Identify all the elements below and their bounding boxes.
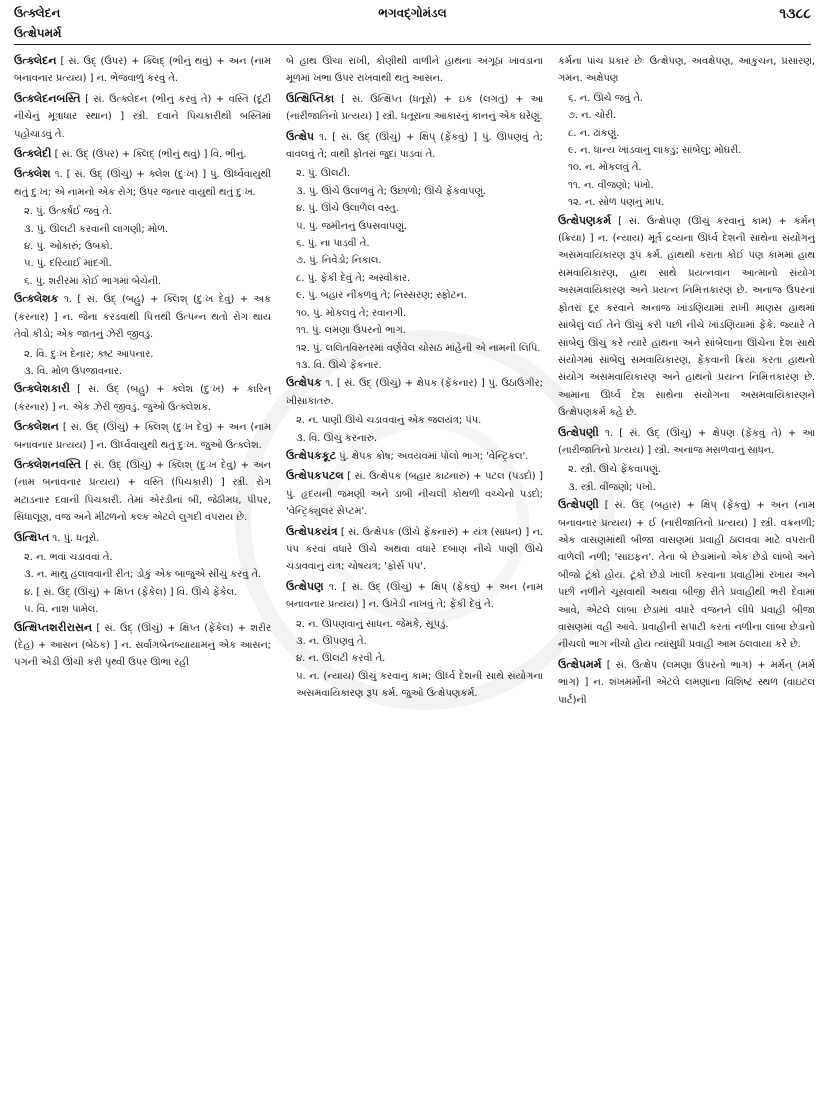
entry-headword: ઉત્ક્લેશ <box>14 167 51 181</box>
entry-definition: [ સં. ઉદ્ (ઉપર) + ક્લિદ્ (ભીનું થવું) + અન (નામ બનાવનાર પ્રત્યય) ] ન. ભેજવાળું કરવું તે. <box>14 56 271 85</box>
entry-definition: [ સં. ઉદ્ (બહુ) + ક્લેશ (દુઃખ) + કારિન્ (કરનાર) ] ન. એક ઝેરી જીવડું. જુઓ ઉત્ક્લેશક. <box>14 384 271 413</box>
entry-headword: ઉત્ક્ષેપકકૂટ <box>286 448 336 462</box>
header-rule <box>14 44 811 45</box>
entry-sense: ૨. ન. પાણી ઊંચે ચડાવવાનું એક જલયંત્ર; પંપ. <box>296 415 482 427</box>
entry-sense: ૩. પું. ઊલટી કરવાની લાગણી; મોળ. <box>24 223 169 235</box>
entry-headword: ઉત્ક્ષિપ્તશરીરાસન <box>14 620 93 634</box>
dictionary-entry <box>14 529 271 547</box>
entry-definition: પું. ક્ષેપક કોષ; અવયવમાં પોલો ભાગ; 'વેન્ટ્રિકલ'. <box>339 450 529 462</box>
entry-sense: ૪. ન. ઊલટી કરવી તે. <box>296 653 386 665</box>
entry-sense: ૧૦. ન. મોકલવું તે. <box>568 162 642 174</box>
dictionary-entry <box>558 656 815 709</box>
entry-sense: ૧૨. પું. લલિતવિસ્તરમાં વર્ણવેલ ચોસઠ માંહેની એ નામની લિપિ. <box>296 342 541 354</box>
column-1 <box>14 52 271 1085</box>
dictionary-entry <box>14 456 271 527</box>
entry-definition: ૧. [ સં. ઉદ્ (બહુ) + ક્લિશ્ (દુઃખ દેવું) + અક (કરનાર) ] ન. જેના કરડવાથી પિત્તથી ઉત્પન્ન થતો રોગ થાય તેવો કીડો; એક જાતનું ઝેરી જીવડું. <box>14 294 271 341</box>
entry-definition: [ સં. ઉત્ક્ષેપણ (ઊંચું કરવાનું કામ) + કર્મન્ (ક્રિયા) ] ન. (ન્યાય) મૂર્ત દ્રવ્યના ઊર્ધ્વ દેશની સાથેના સંયોગનું અસમવાયિકારણ રૂપ કર્મ. હાથથી કરાતા કોઈ પણ કામમાં હાથ સમવાયિકારણ, હાથ સાથે પ્રયત્નવાન આત્માનો સંયોગ અસમવાયિકારણ અને પ્રયત્ન નિમિત્તકારણ છે. અનાજ ઉપરનાં ફોતરાં દૂર કરવાને અનાજ ખાંડણિયામાં રાખી માણસ હાથમાં સાંબેલું લઈ તેને ઊંચું કરી પછી નીચે ખાંડણિયામાં ફેંકે. જ્યારે તે સાંબેલું ઊંચું કરે ત્યારે હાથના અને સાંબેલાના ઊંચેના દેશ સાથે સંયોગમાં સાંબેલું સમવાયિકારણ, ફેંકવાની ક્રિયા કરતા હાથનો સંયોગ અસમવાયિકારણ અને હાથનો પ્રયત્ન નિમિત્તકારણ છે. આમાંના ઊર્ધ્વ દેશ સાથેના સંયોગના અસમવાયિકારણને ઉત્ક્ષેપણકર્મ કહે છે. <box>558 215 815 419</box>
entry-sense: ૩. ન. ઊપણવું તે. <box>296 636 367 647</box>
entry-headword: ઉત્ક્લેદી <box>14 147 52 161</box>
dictionary-entry <box>286 90 543 126</box>
entry-sense: ૫. ન. (ન્યાય) ઊંચું કરવાનું કામ; ઊર્ધ્વ દેશની સાથે સંયોગના અસમવાયિકારણ રૂપ કર્મ. જુઓ ઉત્ક્ષેપણકર્મ. <box>296 670 543 700</box>
entry-definition: બે હાથ ઊંચા રાખી, કોણીથી વાળીને હાથના અંગૂઠા ખાવડાના મૂળમાં ખભા ઉપર રાખવાથી થતું આસન. <box>286 56 543 85</box>
column-3 <box>558 52 815 1085</box>
dictionary-entry <box>14 290 271 343</box>
entry-definition: [ સં. ઉત્ક્ષેપક (ઊંચે ફેંકનારું) + યંત્ર (સાધન) ] ન. પંપ કરવાં વધારે ઊંચે અથવા વધારે દબાણ નીચે પાણી ઊંચે ચડાવવાનું યંત્ર; ચોષયંત્ર; 'ફોર્સ પંપ'. <box>286 526 543 573</box>
entry-definition: [ સં. ઉદ્ (ઉપર) + ક્લિદ્ (ભીનું થવું) ] વિ. ભીનું. <box>54 149 247 161</box>
entry-definition: ૧. પું. ધતૂરો. <box>52 532 100 544</box>
entry-sense: ૮. ન. ઢાંકણું. <box>568 127 620 139</box>
entry-headword: ઉત્ક્ષેપકપટલ <box>286 469 344 483</box>
entry-sense: ૮. પું. ફેંકી દેવું તે; અસ્વીકાર. <box>296 272 411 284</box>
entry-headword: ઉત્ક્લેદન <box>14 54 57 67</box>
entry-sense: ૨. પું. ઉત્કર્ષઈ જવું તે. <box>24 206 112 218</box>
entry-sense: ૪. પું. ઓકારું; ઉબકો. <box>24 241 113 253</box>
dictionary-entry <box>14 90 271 143</box>
dictionary-entry <box>286 467 543 520</box>
dictionary-entry <box>14 619 271 672</box>
entry-sense: ૯. પું. બહાર નીકળવું તે; નિસ્સરણ; સ્ફોટન. <box>296 290 467 302</box>
dictionary-entry <box>286 52 543 88</box>
entry-sense: ૪. [ સં. ઉદ્ (ઊંચું) + ક્ષિપ્ત (ફેંકેલ) ] વિ. ઊંચે ફેંકેલ. <box>24 586 238 598</box>
dictionary-entry <box>14 380 271 416</box>
dictionary-entry <box>286 128 543 164</box>
entry-sense: ૭. ન. ચોરી. <box>568 110 617 122</box>
dictionary-entry <box>558 496 815 654</box>
entry-sense: ૧૧. પું. લમણા ઉપરનો ભાગ. <box>296 325 406 337</box>
entry-sense: ૬. ન. ઊંચે જવું તે. <box>568 92 644 104</box>
entry-definition: [ સં. ઉત્ક્ષેપ (લમણા ઉપરનો ભાગ) + મર્મન્ (મર્મ ભાગ) ] ન. શંખમર્મોની એટલે લમણાના વિશિષ્ટ સ્થળ (વાઇટલ પાર્ટ)ની <box>558 659 815 706</box>
entry-definition: ૧. [ સં. ઉદ્ (ઊંચું) + ક્ષિપ્ (ફેંકવું) ] પું. ઊપણવું તે; વાવલવું તે; વાથી ફોતરાં જુદાં પાડવાં તે. <box>286 131 543 161</box>
entry-definition: ૧. [ સં. ઉદ્ (ઊંચું) + ક્લેશ (દુઃખ) ] પું. ઊર્ધ્વવાયુથી થતું દુઃખ; એ નામનો એક રોગ; ઉપર જનાર વાયુથી થતું દુઃખ. <box>14 169 271 198</box>
dictionary-columns <box>14 52 815 1085</box>
entry-headword: ઉત્ક્ષેપણ <box>286 579 324 593</box>
entry-definition: કર્મના પાંચ પ્રકાર છેઃ ઉત્ક્ષેપણ, અવક્ષેપણ, આકુંચન, પ્રસારણ, ગમન. અક્ષેપણ <box>558 56 815 85</box>
entry-headword: ઉત્ક્ષેપણી <box>558 425 599 439</box>
column-2 <box>286 52 543 1085</box>
entry-headword: ઉત્ક્ષેપક <box>286 376 322 390</box>
dictionary-entry <box>558 212 815 422</box>
entry-sense: ૫. વિ. નાશ પામેલ. <box>24 604 99 616</box>
entry-sense: ૨. પું. ઊલટી. <box>296 168 351 180</box>
entry-sense: ૨. ન. ઊપણવાનું સાધન. જેમકે, સૂપડું. <box>296 618 449 630</box>
entry-definition: [ સં. ઉદ્ (બહાર) + ક્ષિપ્ (ફેંકવું) + અન (નામ બનાવનાર પ્રત્યય) + ઈ (નારીજાતિનો પ્રત્યય) ] સ્ત્રી. વક્રનળી; એક વાસણમાંથી બીજા વાસણમાં પ્રવાહી ઠાલવવા માટે વપરાતી વાળેલી નળી; 'સાઇફન'. તેના બે છેડામાંનો એક છેડો લાંબો અને બીજો ટૂંકો હોય. ટૂંકો છેડો ખાલી કરવાના પ્રવાહીમાં રખાય અને પછી નળીને ચૂસવાથી અથવા બીજી રીતે પ્રવાહીથી ભરી દેવામાં આવે, એટલે લાંબા છેડામાં વધારે વજનને લીધે પ્રવાહી બીજા વાસણમાં વહી આવે. પ્રવાહીની સપાટી કરતાં નળીના લાંબા છેડાનો નીચલો ભાગ નીચો હોય ત્યાંસુધી પ્રવાહી આમ ઠલવાયા કરે છે. <box>558 500 815 651</box>
page-number: ૧૩૮૮ <box>779 6 811 22</box>
entry-definition: [ સં. ઉદ્ (ઊંચું) + ક્લિશ્ (દુઃખ દેવું) + અન (નામ બનાવનાર પ્રત્યય) ] ન. ઊર્ધ્વવાયુથી થતું દુઃખ. જુઓ ઉત્ક્લેશ. <box>14 422 271 451</box>
entry-definition: ૧. [ સં. ઉદ્ (ઊંચું) + ક્ષેપક (ફેંકનાર) ] પું. ઉઠાઉગીર; ખીસાકાતરુ. <box>286 378 543 407</box>
entry-sense: ૨. સ્ત્રી. ઊંચે ફેંકવાપણું. <box>568 464 661 476</box>
entry-sense: ૨. ન. ભવાં ચડાવવાં તે. <box>24 551 113 563</box>
entry-sense: ૩. સ્ત્રી. વીંજણો; પંખો. <box>568 481 656 493</box>
entry-headword: ઉત્ક્લેશન <box>14 420 59 434</box>
entry-definition: [ સં. ઉત્ક્ષિપ્ત (ધતૂરો) + ઇક (લગતું) + આ (નારીજાતિનો પ્રત્યય) ] સ્ત્રી. ધતૂરાના આકારનું કાનનું એક ઘરેણું. <box>286 93 543 123</box>
dictionary-entry <box>286 523 543 576</box>
entry-sense: ૧૦. પું. મોકલવું તે; રવાનગી. <box>296 307 407 319</box>
entry-headword: ઉત્ક્ષેપકયંત્ર <box>286 524 338 538</box>
entry-sense: ૧૩. વિ. ઊંચે ફેંકનાર. <box>296 359 382 371</box>
entry-sense: ૬. પું. ના પાડવી તે. <box>296 238 370 250</box>
entry-headword: ઉત્ક્ષેપ <box>286 129 315 143</box>
entry-headword: ઉત્ક્ષેપણકર્મ <box>558 213 612 227</box>
entry-sense: ૪. પું. ઊંચે ઉલાળેલ વસ્તુ. <box>296 203 399 215</box>
dictionary-entry <box>286 578 543 614</box>
entry-headword: ઉત્ક્ષિપ્તિકા <box>286 91 335 105</box>
entry-headword: ઉત્ક્લેશક <box>14 292 59 306</box>
entry-sense: ૧૨. ન. સોળ પણનું માપ. <box>568 197 665 209</box>
dictionary-entry <box>286 374 543 410</box>
entry-sense: ૬. પું. શરીરમાં કોઈ ભાગમાં બેચેની. <box>24 275 162 287</box>
entry-headword: ઉત્ક્લેદનબસ્તિ <box>14 91 81 105</box>
dictionary-entry <box>558 52 815 88</box>
entry-sense: ૨. વિ. દુઃખ દેનાર; કષ્ટ આપનાર. <box>24 348 154 360</box>
dictionary-entry <box>14 52 271 88</box>
entry-sense: ૩. ન. માથું હલાવવાની રીત; ડોકું એક બાજુએ સીંચું કરવું તે. <box>24 569 262 581</box>
entry-headword: ઉત્ક્લેશકારી <box>14 382 70 396</box>
entry-headword: ઉત્ક્ષિપ્ત <box>14 530 50 544</box>
entry-definition: ૧. [ સં. ઉદ્ (ઊંચું) + ક્ષેપણ (ફેંકવું તે) + આ (નારીજાતિનો પ્રત્યય) ] સ્ત્રી. અનાજ મસળવાનું સાધન. <box>558 427 815 456</box>
entry-sense: ૩. પું. ઊંચે ઉલાળવું તે; ઉછાળો; ઊંચે ફેંકવાપણું. <box>296 185 487 197</box>
entry-definition: [ સં. ઉદ્ (ઊંચું) + ક્લિશ્ (દુઃખ દેવું) + અન (નામ બનાવનાર પ્રત્યય) + વસ્તિ (પિચકારી) ] સ્ત્રી. રોગ મટાડનાર દવાની પિચકારી. તેમાં એરંડીનાં બી, જેઠીમધ, પીપર, સિંધાલૂણ, વજ અને મીંઢળનો કલ્ક એટલે લુગદી વપરાય છે. <box>14 459 271 524</box>
dictionary-entry <box>14 165 271 201</box>
page-header <box>14 6 811 28</box>
entry-sense: ૩. વિ. મોળ ઉપજાવનાર. <box>24 365 123 377</box>
dictionary-entry <box>14 418 271 454</box>
entry-headword: ઉત્ક્ષેપમર્મ <box>558 657 602 671</box>
entry-sense: ૯. ન. ધાન્ય ખાંડવાનું લાકડું; સાંબેલું; મોઘરી. <box>568 145 742 157</box>
entry-sense: ૫. પું. દરિયાઈ માંદગી. <box>24 258 112 270</box>
dictionary-entry <box>558 424 815 460</box>
dictionary-entry <box>286 447 543 465</box>
entry-definition: [ સં. ઉત્ક્લેદન (ભીનું કરવું તે) + વસ્તિ (દૂંટી નીચેનું મૂત્રાધાર સ્થાન) ] સ્ત્રી. દવાને પિચકારીથી બસ્તિમાં પહોંચાડવું તે. <box>14 93 271 140</box>
entry-sense: ૧૧. ન. વીંજણો; પંખો. <box>568 179 654 191</box>
entry-sense: ૭. પું. નિવેડો; નિકાલ. <box>296 255 382 267</box>
entry-sense: ૫. પું. જમીનનું ઉપસવાપણું. <box>296 220 408 232</box>
entry-sense: ૩. વિ. ઊંચું કરનારું. <box>296 432 377 444</box>
entry-definition: [ સં. ઉદ્ (ઊંચું) + ક્ષિપ્ત (ફેંકેલ) + શરીર (દેહ) + આસન (બેઠક) ] ન. સર્વાંગબેનબ્યાયામનું એક આસન; પગની એડી ઊંચી કરી પૃથ્વી ઉપર ઊભા રહી <box>14 622 271 669</box>
header-left-word: ઉત્ક્લેદન <box>14 6 61 20</box>
entry-headword: ઉત્ક્લેશનવસ્તિ <box>14 457 81 471</box>
entry-headword: ઉત્ક્ષેપણી <box>558 498 599 512</box>
header-right-word: ઉત્ક્ષેપમર્મ <box>14 26 62 40</box>
entry-definition: ૧. [ સં. ઉદ્ (ઊંચું) + ક્ષિપ્ (ફેંકવું) + અન (નામ બનાવનાર પ્રત્યય) ] ન. ઉખેડી નાખવું તે; ફેંકી દેવું તે. <box>286 581 543 611</box>
header-title: ભગવદ્ગોમંડલ <box>378 6 447 20</box>
entry-definition: [ સં. ઉત્ક્ષેપક (બહાર કાઢનારું) + પટલ (પડદો) ] પું. હૃદયની જમણી અને ડાબી નીચલી કોથળી વચ્ચેનો પડદો; 'વેન્ટ્રિક્યુલર સેપ્ટમ'. <box>286 471 543 518</box>
dictionary-entry <box>14 145 271 163</box>
